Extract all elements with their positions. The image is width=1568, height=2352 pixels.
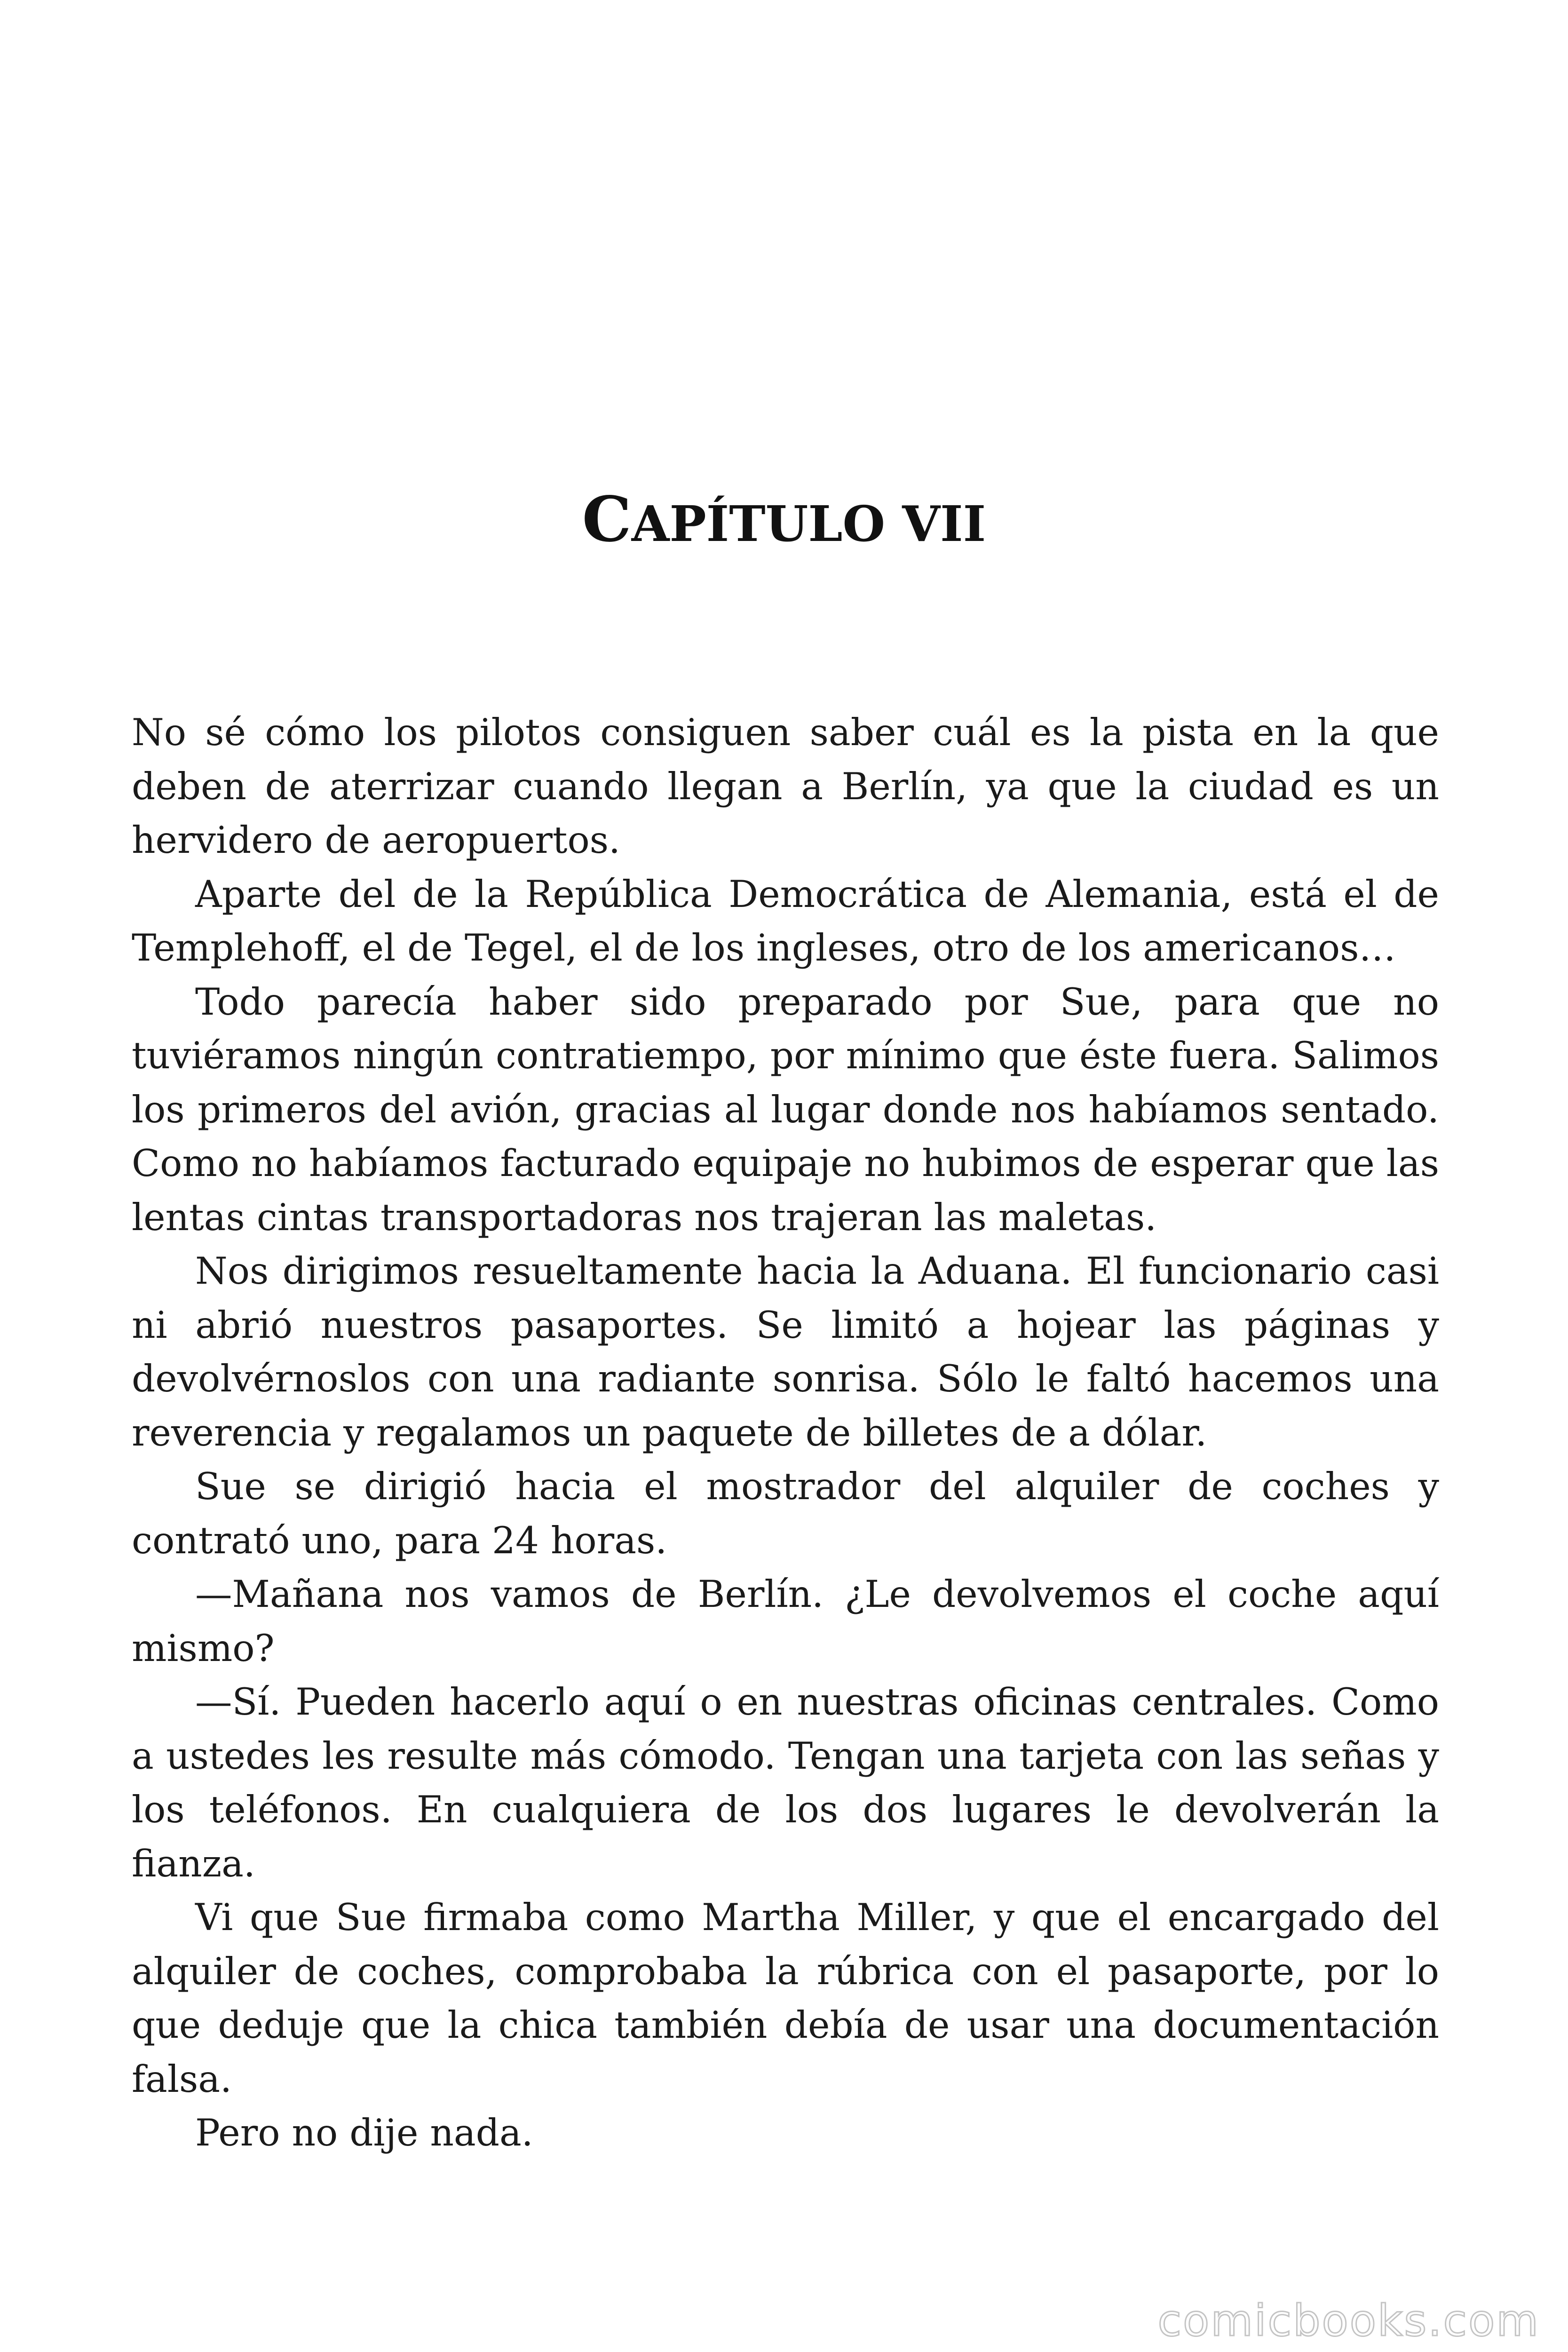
chapter-title — [0, 483, 1568, 556]
chapter-title-rest: APÍTULO VII — [631, 495, 986, 553]
paragraph-4: Nos dirigimos resueltamente hacia la Aduana. El funcionario casi ni abrió nuestros pasaportes. Se limitó a hojear las páginas y devolvérnoslos con una radiante sonrisa. Sólo le faltó hacemos una reverencia y regalamos un paquete de billetes de a dólar. — [132, 1249, 1439, 1454]
paragraph-8: Vi que Sue firmaba como Martha Miller, y que el encargado del alquiler de coches, comprobaba la rúbrica con el pasaporte, por lo que deduje que la chica también debía de usar una documentación falsa. — [132, 1896, 1439, 2101]
chapter-title-initial: C — [582, 483, 632, 556]
chapter-body — [132, 706, 1439, 2160]
paragraph-1: No sé cómo los pilotos consiguen saber cuál es la pista en la que deben de aterrizar cuando llegan a Berlín, ya que la ciudad es un hervidero de aeropuertos. — [132, 711, 1439, 862]
paragraph-5: Sue se dirigió hacia el mostrador del alquiler de coches y contrató uno, para 24 horas. — [132, 1465, 1439, 1562]
watermark: comicbooks.com — [1157, 2296, 1540, 2346]
paragraph-3: Todo parecía haber sido preparado por Sue, para que no tuviéramos ningún contratiempo, por mínimo que éste fuera. Salimos los primeros del avión, gracias al lugar donde nos habíamos sentado. Como no habíamos facturado equipaje no hubimos de esperar que las lentas cintas transportadoras nos trajeran las maletas. — [132, 980, 1439, 1239]
paragraph-9: Pero no dije nada. — [195, 2111, 533, 2154]
dialogue-line-2: —Sí. Pueden hacerlo aquí o en nuestras oficinas centrales. Como a ustedes les resulte más cómodo. Tengan una tarjeta con las señas y los teléfonos. En cualquiera de los dos lugares le devolverán la fianza. — [132, 1680, 1439, 1885]
dialogue-line-1: —Mañana nos vamos de Berlín. ¿Le devolvemos el coche aquí mismo? — [132, 1573, 1439, 1670]
paragraph-2: Aparte del de la República Democrática de Alemania, está el de Templehoff, el de Tegel, el de los ingleses, otro de los americanos… — [132, 872, 1439, 969]
